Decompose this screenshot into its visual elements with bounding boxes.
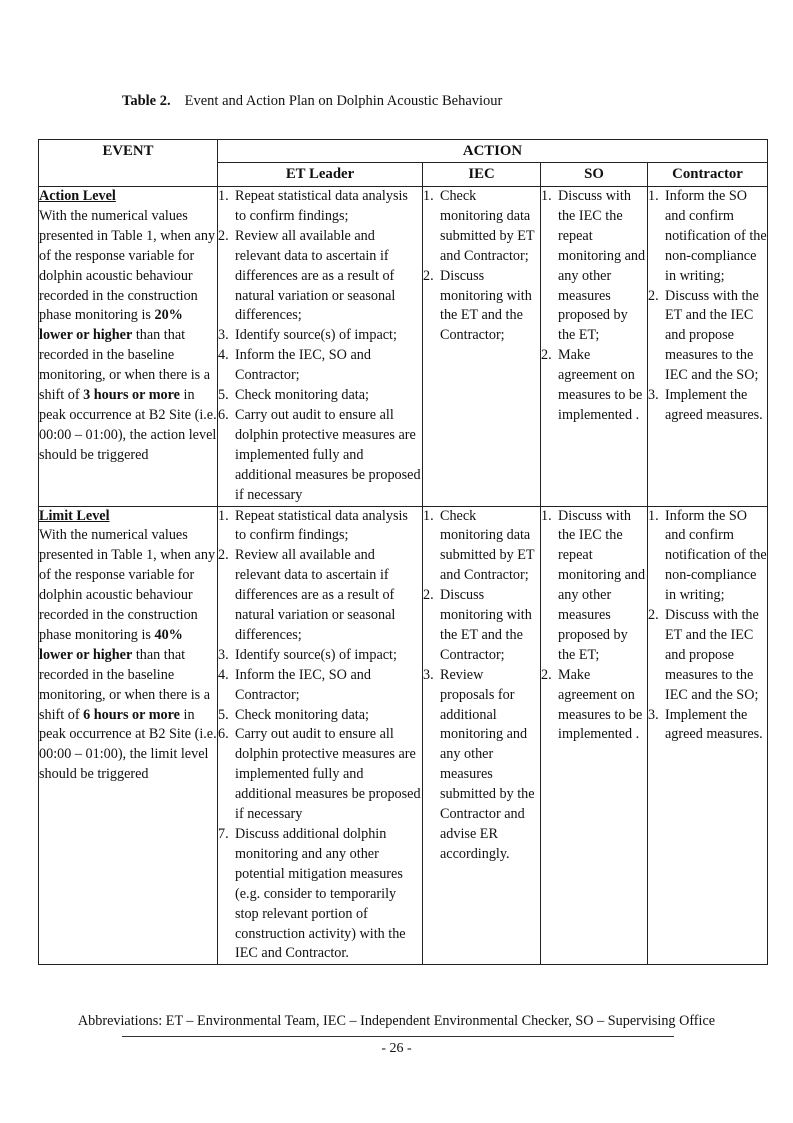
column-header-so: SO [541,163,648,187]
action-text: Check monitoring data; [235,706,369,723]
action-number: 1. [423,507,434,524]
event-text: in peak occurrence at B2 Site (i.e. 00:00 – 01:00), the limit level should be triggered [39,706,217,783]
action-item [423,187,540,267]
column-header-et-leader: ET Leader [218,163,423,187]
event-cell [39,506,218,965]
column-header-iec: IEC [423,163,541,187]
event-action-table [38,139,768,965]
action-number: 1. [423,188,434,204]
action-item [218,227,422,327]
action-text: Inform the IEC, SO and Contractor; [235,347,371,384]
action-number: 4. [218,347,229,364]
action-text: Inform the IEC, SO and Contractor; [235,666,371,703]
action-text: Discuss with the ET and the IEC and propose measures to the IEC and the SO; [665,287,759,384]
action-text: Identify source(s) of impact; [235,327,397,344]
action-item [541,507,647,666]
action-text: Review all available and relevant data to ascertain if differences are as a result of natural variation or seasonal differences; [235,227,396,324]
so-actions-cell [541,187,648,507]
action-number: 7. [218,826,229,842]
action-header: ACTION [218,140,768,163]
action-number: 1. [218,188,229,204]
action-item [648,606,767,706]
action-number: 2. [541,347,552,364]
et-leader-actions-cell [218,187,423,507]
iec-action-list [423,507,540,865]
action-item [218,706,422,726]
action-item [541,666,647,746]
action-text: Repeat statistical data analysis to confirm findings; [235,507,408,544]
action-number: 2. [423,267,434,284]
et-leader-action-list [218,507,422,965]
action-item [218,646,422,666]
action-text: Carry out audit to ensure all dolphin protective measures are implemented fully and additional measures be proposed if necessary [235,406,421,503]
action-item [541,187,647,346]
abbreviations-note: Abbreviations: ET – Environmental Team, IEC – Independent Environmental Checker, SO – Supervising Office [77,1013,716,1029]
action-item [648,287,767,387]
event-text: than that recorded in the baseline monitoring, or when there is a shift of [39,327,210,404]
contractor-action-list [648,507,767,746]
table-row [39,506,768,965]
action-number: 3. [648,706,659,723]
so-action-list [541,187,647,426]
event-description [39,208,217,463]
action-item [423,586,540,666]
action-item [648,386,767,426]
event-threshold: 3 hours or more [83,387,180,404]
action-text: Discuss additional dolphin monitoring and any other potential mitigation measures (e.g. consider to temporarily stop relevant portion of construction activity) with the IEC and Contractor. [235,826,406,962]
action-item [648,507,767,607]
action-number: 6. [218,406,229,423]
action-item [541,346,647,426]
action-item [218,406,422,506]
header-row [39,140,768,163]
action-text: Make agreement on measures to be implemented . [558,666,643,743]
action-number: 3. [648,387,659,404]
level-label: Limit Level [39,507,110,524]
action-number: 3. [423,666,434,683]
action-item [648,706,767,746]
action-text: Discuss with the ET and the IEC and propose measures to the IEC and the SO; [665,607,759,703]
action-number: 1. [648,507,659,524]
action-item [218,725,422,825]
so-actions-cell [541,506,648,965]
table-row [39,187,768,507]
action-text: Make agreement on measures to be implemented . [558,347,643,423]
action-text: Inform the SO and confirm notification of the non-compliance in writing; [665,507,767,604]
action-item [423,507,540,587]
event-text: than that recorded in the baseline monitoring, or when there is a shift of [39,646,210,723]
et-leader-actions-cell [218,506,423,965]
action-number: 4. [218,666,229,683]
action-text: Repeat statistical data analysis to confirm findings; [235,188,408,224]
action-text: Carry out audit to ensure all dolphin protective measures are implemented fully and additional measures be proposed if necessary [235,726,421,823]
action-item [218,346,422,386]
event-cell [39,187,218,507]
action-item [218,825,422,964]
action-text: Identify source(s) of impact; [235,646,397,663]
action-item [648,187,767,287]
event-threshold: 40% lower or higher [39,626,183,663]
action-number: 2. [648,287,659,304]
action-item [218,326,422,346]
action-number: 3. [218,646,229,663]
table-caption [122,93,502,110]
action-text: Inform the SO and confirm notification of the non-compliance in writing; [665,188,767,284]
action-text: Check monitoring data; [235,387,369,404]
action-number: 2. [541,666,552,683]
action-text: Discuss monitoring with the ET and the Contractor; [440,267,532,344]
action-number: 2. [218,547,229,564]
column-header-contractor: Contractor [648,163,768,187]
action-number: 2. [423,587,434,604]
action-number: 2. [648,607,659,624]
action-number: 1. [218,507,229,524]
event-threshold: 20% lower or higher [39,307,183,344]
action-item [218,666,422,706]
action-number: 1. [541,188,552,204]
table-number: Table 2. [122,93,171,109]
action-number: 5. [218,387,229,404]
contractor-action-list [648,187,767,426]
action-number: 1. [648,188,659,204]
action-text: Check monitoring data submitted by ET and Contractor; [440,507,535,584]
iec-actions-cell [423,187,541,507]
action-text: Review proposals for additional monitoring and any other measures submitted by the Contractor and advise ER accordingly. [440,666,535,862]
action-number: 1. [541,507,552,524]
action-item [218,546,422,646]
action-text: Discuss monitoring with the ET and the Contractor; [440,587,532,663]
iec-action-list [423,187,540,346]
event-text: With the numerical values presented in Table 1, when any of the response variable for dolphin acoustic behaviour recorded in the construction phase monitoring is [39,207,216,324]
table-title: Event and Action Plan on Dolphin Acoustic Behaviour [184,93,503,109]
action-item [218,386,422,406]
footer-divider [122,1036,674,1037]
action-text: Implement the agreed measures. [665,387,763,423]
page-number: - 26 - [381,1041,412,1056]
action-item [423,267,540,347]
action-text: Review all available and relevant data to ascertain if differences are as a result of natural variation or seasonal differences; [235,547,396,643]
action-item [218,507,422,547]
iec-actions-cell [423,506,541,965]
et-leader-action-list [218,187,422,506]
event-text: With the numerical values presented in Table 1, when any of the response variable for dolphin acoustic behaviour recorded in the construction phase monitoring is [39,527,216,643]
action-text: Implement the agreed measures. [665,706,763,743]
action-item [218,187,422,227]
event-header: EVENT [39,140,218,187]
action-text: Discuss with the IEC the repeat monitoring and any other measures proposed by the ET; [558,507,646,663]
contractor-actions-cell [648,506,768,965]
so-action-list [541,507,647,746]
action-number: 3. [218,327,229,344]
contractor-actions-cell [648,187,768,507]
action-text: Check monitoring data submitted by ET and Contractor; [440,188,535,264]
level-label: Action Level [39,188,116,204]
event-text: in peak occurrence at B2 Site (i.e. 00:00 – 01:00), the action level should be triggered [39,387,217,463]
action-number: 5. [218,706,229,723]
action-item [423,666,540,865]
action-number: 6. [218,726,229,743]
event-description [39,527,217,782]
table-body [39,187,768,965]
action-text: Discuss with the IEC the repeat monitoring and any other measures proposed by the ET; [558,188,646,344]
event-threshold: 6 hours or more [83,706,180,723]
action-number: 2. [218,227,229,244]
